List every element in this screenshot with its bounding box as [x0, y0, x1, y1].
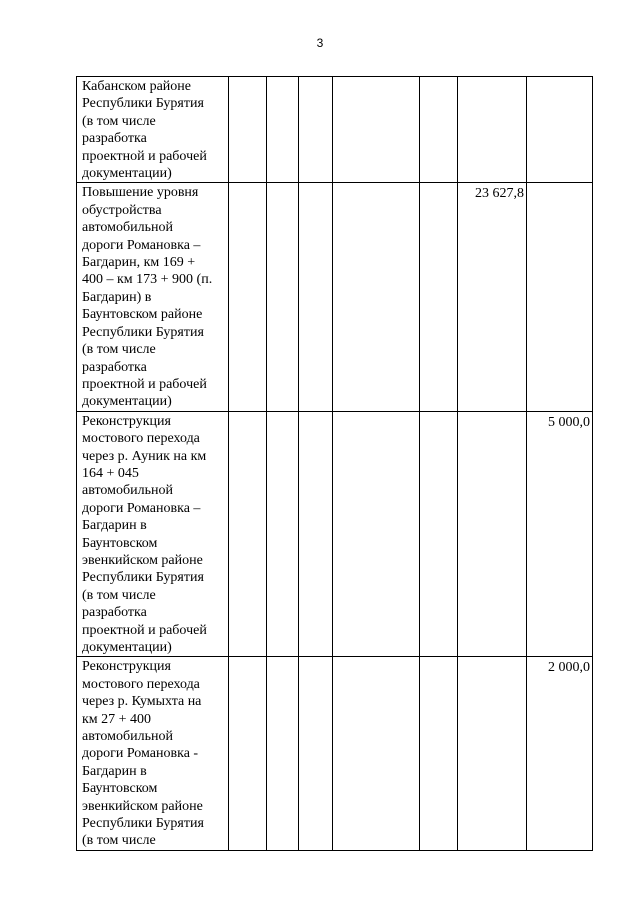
row-description: Реконструкция мостового перехода через р. Ауник на км 164 + 045 автомобильной дороги Романовка – Багдарин в Баунтовском эвенкийском районе Республики Бурятия (в том числе разработка проектной и рабочей документации) [77, 411, 229, 657]
table-row [77, 77, 593, 183]
value-cell [299, 77, 333, 183]
row-description: Повышение уровня обустройства автомобильной дороги Романовка – Багдарин, км 169 + 400 – км 173 + 900 (п. Багдарин) в Баунтовском районе Республики Бурятия (в том числе разработка проектной и рабочей документации) [77, 183, 229, 411]
value-cell [527, 183, 593, 411]
value-cell [229, 657, 267, 850]
value-cell [267, 77, 299, 183]
value-cell [527, 77, 593, 183]
value-cell: 23 627,8 [458, 183, 527, 411]
value-cell [299, 657, 333, 850]
value-cell: 2 000,0 [527, 657, 593, 850]
value-cell [229, 183, 267, 411]
value-cell [420, 411, 458, 657]
value-cell [267, 183, 299, 411]
value-cell [267, 411, 299, 657]
table-row [77, 411, 593, 657]
page-number: 3 [316, 36, 324, 50]
value-cell [299, 183, 333, 411]
row-description: Реконструкция мостового перехода через р. Кумыхта на км 27 + 400 автомобильной дороги Романовка - Багдарин в Баунтовском эвенкийском районе Республики Бурятия (в том числе [77, 657, 229, 850]
value-cell [420, 77, 458, 183]
value-cell [333, 411, 420, 657]
value-cell [333, 657, 420, 850]
value-cell [299, 411, 333, 657]
value-cell [333, 183, 420, 411]
row-description: Кабанском районе Республики Бурятия (в том числе разработка проектной и рабочей документации) [77, 77, 229, 183]
value-cell [458, 657, 527, 850]
value-cell [458, 77, 527, 183]
table-row [77, 183, 593, 411]
table-row [77, 657, 593, 850]
value-cell [267, 657, 299, 850]
budget-table [76, 76, 593, 851]
value-cell [420, 657, 458, 850]
value-cell [333, 77, 420, 183]
value-cell [420, 183, 458, 411]
value-cell [458, 411, 527, 657]
value-cell: 5 000,0 [527, 411, 593, 657]
value-cell [229, 77, 267, 183]
value-cell [229, 411, 267, 657]
